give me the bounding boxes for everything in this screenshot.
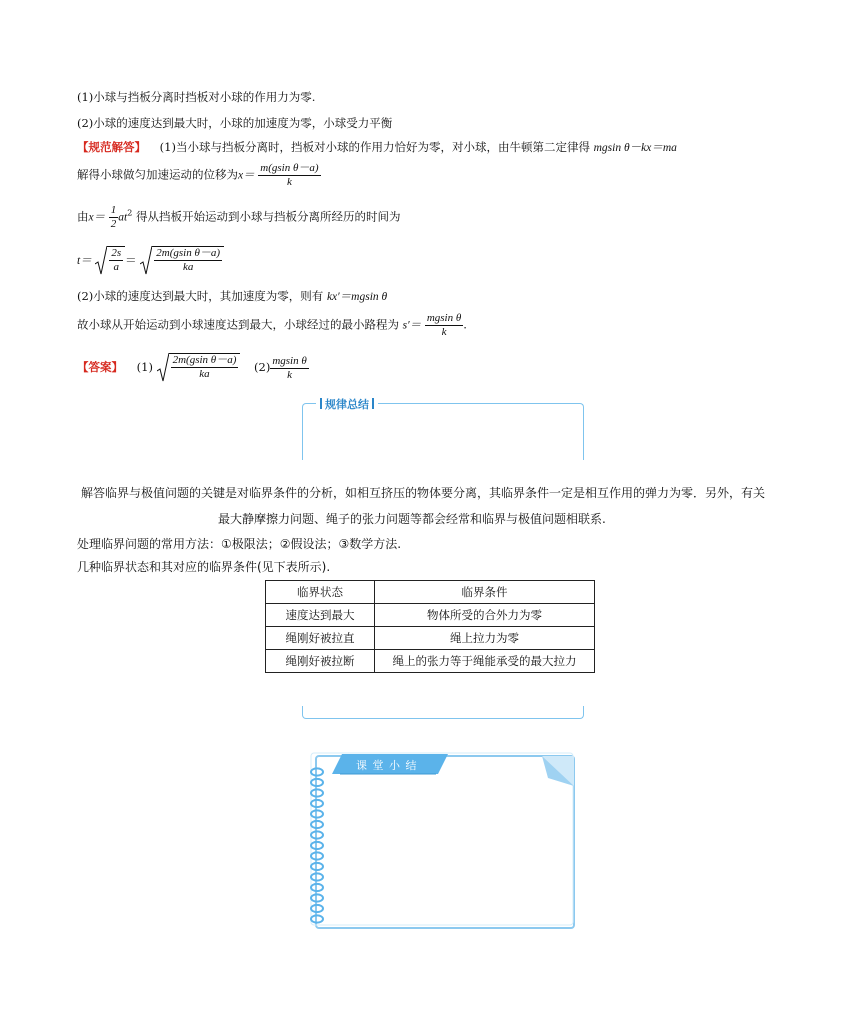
conclusion-line [77,312,467,339]
t-equals: t＝ [77,255,92,267]
s-den: k [441,326,447,338]
rule-paragraph-2: 处理临界问题的常用方法：①极限法；②假设法；③数学方法. [77,537,402,551]
answer-1-label: (1) [136,360,153,374]
answer-2-fraction [270,355,308,382]
rule-paragraph-1a: 解答临界与极值问题的关键是对临界条件的分析，如相互挤压的物体要分离，其临界条件一定是相互作用的弹力为零．另外，有关 [81,486,766,500]
at-term: at [118,211,128,224]
notebook-frame-icon [310,752,578,930]
rule-frame-bottom [302,706,584,719]
radical-sign-icon [157,353,169,383]
solution-tag: 【规范解答】 [77,140,146,154]
s-num: mgsin θ [426,312,462,324]
table-row [266,627,595,650]
kinematics-line [77,204,400,231]
table-row [266,650,595,673]
part2-equation: kx′＝mgsin θ [326,291,388,303]
answer-2-den: k [287,368,292,381]
answer-1-den: ka [199,368,210,380]
conclusion-text: 故小球从开始运动到小球速度达到最大，小球经过的最小路程为 [77,317,399,332]
sqrt-2s-a [95,246,125,276]
rule-paragraph-3: 几种临界状态和其对应的临界条件(见下表所示). [77,560,331,574]
table-header-state: 临界状态 [266,581,375,604]
table-cell: 绳上拉力为零 [375,627,595,650]
rule-paragraph-1b: 最大静摩擦力问题、绳子的张力问题等都会经常和临界与极值问题相联系. [218,512,606,526]
radical-sign-icon [95,246,107,276]
spiral-rings-icon [308,766,326,926]
s-prime: s′＝ [402,319,422,332]
critical-table [265,580,595,673]
t-result-den: ka [182,261,194,273]
s-period: . [463,317,467,332]
x-numerator: m(gsin θ－a) [260,162,319,174]
answer-2-label: (2) [254,360,271,374]
class-summary-title: 课 堂 小 结 [356,759,418,772]
solution-text: (1)当小球与挡板分离时，挡板对小球的作用力恰好为零，对小球，由牛顿第二定律得 [159,140,590,154]
table-row [266,604,595,627]
t-result-num: 2m(gsin θ－a) [156,247,221,259]
table-cell: 绳刚好被拉断 [266,650,375,673]
solution-equation: mgsin θ－kx＝ma [593,142,677,154]
answer-2-num: mgsin θ [272,354,307,367]
square-exponent: 2 [127,208,133,218]
table-header-condition: 临界条件 [375,581,595,604]
rule-title [316,396,378,412]
from-x: x＝ [88,211,106,224]
answer-tag: 【答案】 [77,360,123,374]
half-den: 2 [110,218,117,230]
answer-1-num: 2m(gsin θ－a) [172,354,237,366]
kinematics-text: 得从挡板开始运动到小球与挡板分离所经历的时间为 [135,209,401,224]
x-denominator: k [286,176,292,188]
x-equals: x＝ [238,169,255,182]
time-equation-line [77,246,224,276]
table-cell: 速度达到最大 [266,604,375,627]
hint-line-1: (1)小球与挡板分离时挡板对小球的作用力为零. [77,90,316,104]
rule-title-text: 规律总结 [325,398,369,411]
table-cell: 绳刚好被拉直 [266,627,375,650]
answer-line [77,353,309,383]
radical-sign-icon [140,246,152,276]
class-summary-notebook [310,752,578,930]
s-fraction [425,312,463,339]
part2-text: (2)小球的速度达到最大时，其加速度为零，则有 [77,289,324,303]
from-text: 由 [77,209,89,224]
answer-1-sqrt [157,353,241,383]
displacement-text: 解得小球做匀加速运动的位移为 [77,167,238,182]
notebook-spiral [308,766,324,926]
half-num: 1 [110,204,117,216]
part2-line [77,288,387,304]
table-header-row [266,581,595,604]
hint-line-2: (2)小球的速度达到最大时，小球的加速度为零，小球受力平衡 [77,116,393,130]
table-cell: 物体所受的合外力为零 [375,604,595,627]
t-inner-num: 2s [111,247,122,259]
x-fraction [258,162,320,189]
displacement-line [77,162,321,189]
sqrt-time-result [140,246,224,276]
equals-sign: ＝ [125,253,137,267]
t-inner-den: a [113,261,119,273]
half-fraction [109,204,119,231]
table-cell: 绳上的张力等于绳能承受的最大拉力 [375,650,595,673]
solution-line [77,139,677,155]
